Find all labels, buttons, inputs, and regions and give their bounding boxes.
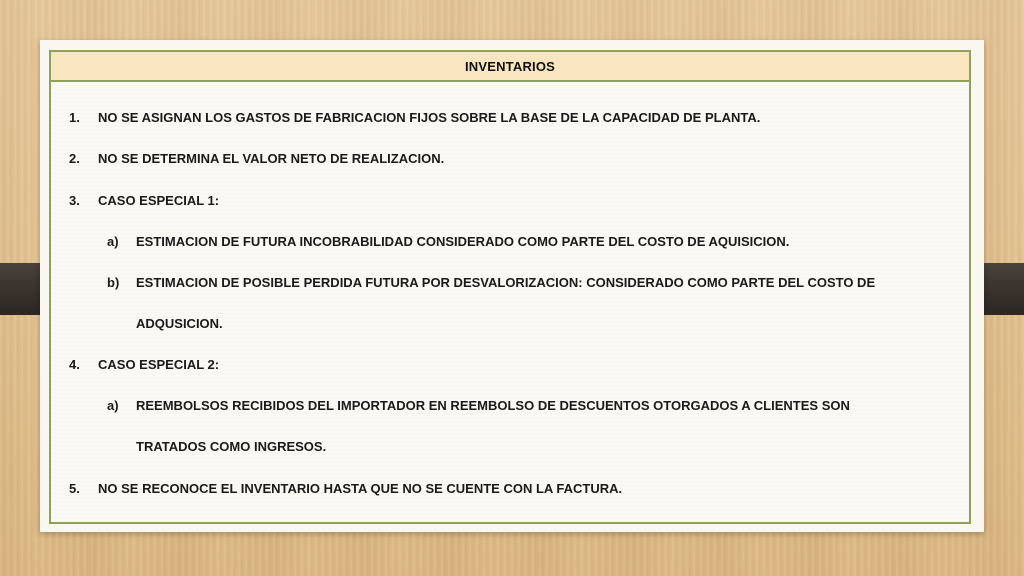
list-item-text: CASO ESPECIAL 1: (98, 193, 220, 208)
list-marker: b) (107, 275, 120, 290)
list-item-text: ESTIMACION DE FUTURA INCOBRABILIDAD CONSIDERADO COMO PARTE DEL COSTO DE AQUISICION. (136, 234, 790, 249)
list-marker: 2. (69, 151, 80, 166)
list-item-text: ESTIMACION DE POSIBLE PERDIDA FUTURA POR DESVALORIZACION: CONSIDERADO COMO PARTE DEL COSTO DE (136, 275, 876, 290)
page-title: INVENTARIOS (464, 58, 556, 74)
list-marker: a) (107, 398, 119, 413)
list-item-text: NO SE ASIGNAN LOS GASTOS DE FABRICACION FIJOS SOBRE LA BASE DE LA CAPACIDAD DE PLANTA. (98, 110, 761, 125)
list-marker: 5. (69, 481, 80, 496)
list-item-text: ADQUSICION. (136, 316, 223, 331)
content-frame (49, 50, 971, 524)
list-marker: 1. (69, 110, 80, 125)
list-item-text: REEMBOLSOS RECIBIDOS DEL IMPORTADOR EN REEMBOLSO DE DESCUENTOS OTORGADOS A CLIENTES SON (136, 398, 850, 413)
list-marker: a) (107, 234, 119, 249)
list-item-text: CASO ESPECIAL 2: (98, 357, 220, 372)
list (51, 52, 969, 522)
list-item-text: NO SE DETERMINA EL VALOR NETO DE REALIZACION. (98, 151, 445, 166)
list-marker: 4. (69, 357, 80, 372)
slide (40, 40, 984, 532)
list-item-text: NO SE RECONOCE EL INVENTARIO HASTA QUE NO SE CUENTE CON LA FACTURA. (98, 481, 623, 496)
list-marker: 3. (69, 193, 80, 208)
list-item-text: TRATADOS COMO INGRESOS. (136, 439, 327, 454)
